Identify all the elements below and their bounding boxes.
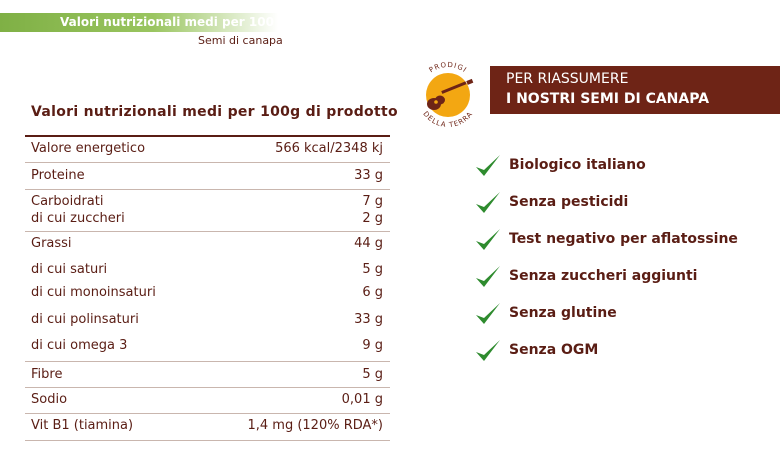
list-item <box>474 189 774 217</box>
row-value: 0,01 g <box>341 392 383 407</box>
list-item-label: Senza OGM <box>509 342 599 358</box>
row-label: Vit B1 (tiamina) <box>31 418 134 433</box>
row-value: 2 g <box>362 211 383 226</box>
row-value: 33 g <box>354 312 383 327</box>
row-label: Carboidrati <box>31 194 104 209</box>
list-item <box>474 263 774 291</box>
row-value: 6 g <box>362 285 383 300</box>
list-item-label: Test negativo per aflatossine <box>509 231 738 247</box>
table-divider <box>25 413 390 414</box>
table-title: Valori nutrizionali medi per 100g di prodotto <box>31 104 398 120</box>
row-value: 7 g <box>362 194 383 209</box>
row-label: Valore energetico <box>31 141 146 156</box>
prodigi-della-terra-logo <box>409 56 487 134</box>
row-label: di cui monoinsaturi <box>31 285 156 300</box>
list-item <box>474 226 774 254</box>
row-label: di cui omega 3 <box>31 338 128 353</box>
summary-banner <box>490 66 780 114</box>
product-name: Semi di canapa <box>198 34 283 47</box>
list-item <box>474 300 774 328</box>
summary-heading-line2: I NOSTRI SEMI DI CANAPA <box>506 91 710 107</box>
row-label: Fibre <box>31 367 63 382</box>
table-divider <box>25 135 390 137</box>
table-divider <box>25 231 390 232</box>
row-value: 5 g <box>362 367 383 382</box>
list-item-label: Senza zuccheri aggiunti <box>509 268 698 284</box>
row-label: Proteine <box>31 168 85 183</box>
checkmark-icon <box>474 300 502 328</box>
checkmark-icon <box>474 226 502 254</box>
summary-heading-line1: PER RIASSUMERE <box>506 71 629 87</box>
table-divider <box>25 440 390 441</box>
row-value: 5 g <box>362 262 383 277</box>
list-item <box>474 337 774 365</box>
list-item <box>474 152 774 180</box>
logo-top-text: PRODIGI <box>427 60 469 75</box>
list-item-label: Senza glutine <box>509 305 617 321</box>
list-item-label: Biologico italiano <box>509 157 646 173</box>
row-value: 1,4 mg (120% RDA*) <box>247 418 383 433</box>
row-label: Sodio <box>31 392 68 407</box>
row-value: 33 g <box>354 168 383 183</box>
header-bar <box>0 13 304 32</box>
row-value: 9 g <box>362 338 383 353</box>
table-divider <box>25 189 390 190</box>
header-bar-text: Valori nutrizionali medi per 100 g di <box>60 15 304 29</box>
row-label: di cui polinsaturi <box>31 312 139 327</box>
row-label: di cui zuccheri <box>31 211 125 226</box>
checkmark-icon <box>474 337 502 365</box>
row-value: 44 g <box>354 236 383 251</box>
checkmark-icon <box>474 263 502 291</box>
checkmark-icon <box>474 152 502 180</box>
sun-circle <box>426 73 470 117</box>
table-divider <box>25 361 390 362</box>
checkmark-icon <box>474 189 502 217</box>
table-divider <box>25 387 390 388</box>
row-value: 566 kcal/2348 kj <box>275 141 383 156</box>
list-item-label: Senza pesticidi <box>509 194 629 210</box>
table-divider <box>25 162 390 163</box>
row-label: di cui saturi <box>31 262 108 277</box>
row-label: Grassi <box>31 236 72 251</box>
logo-bottom-text: DELLA TERRA <box>421 109 475 130</box>
